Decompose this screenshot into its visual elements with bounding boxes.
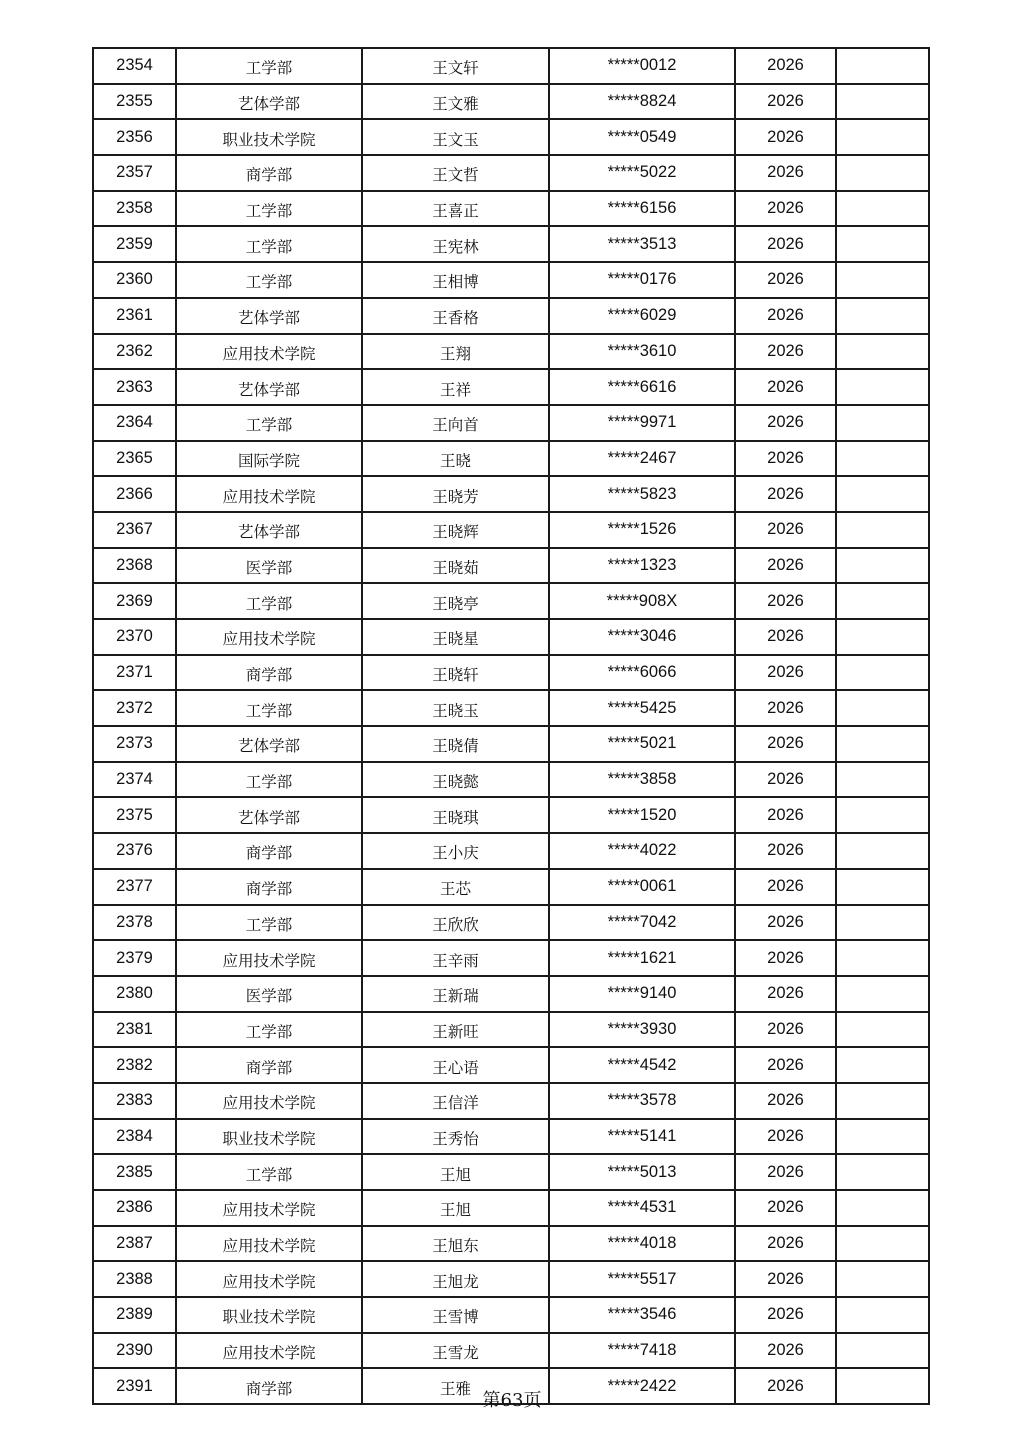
cell-year: 2026 (735, 1083, 836, 1119)
cell-number: 2379 (93, 940, 176, 976)
table-row (93, 48, 929, 84)
cell-department: 工学部 (176, 905, 362, 941)
cell-name: 王雪龙 (362, 1333, 549, 1369)
cell-department: 商学部 (176, 155, 362, 191)
cell-number: 2360 (93, 262, 176, 298)
cell-id: *****4018 (549, 1226, 735, 1262)
cell-name: 王旭龙 (362, 1261, 549, 1297)
cell-id: *****5141 (549, 1119, 735, 1155)
cell-name: 王晓辉 (362, 512, 549, 548)
cell-note (836, 797, 929, 833)
cell-number: 2355 (93, 84, 176, 120)
cell-note (836, 869, 929, 905)
cell-number: 2363 (93, 369, 176, 405)
cell-name: 王信洋 (362, 1083, 549, 1119)
cell-name: 王晓琪 (362, 797, 549, 833)
cell-number: 2382 (93, 1047, 176, 1083)
cell-note (836, 655, 929, 691)
cell-note (836, 940, 929, 976)
cell-id: *****5021 (549, 726, 735, 762)
cell-number: 2391 (93, 1368, 176, 1404)
cell-department: 工学部 (176, 1154, 362, 1190)
cell-id: *****6616 (549, 369, 735, 405)
table-row (93, 655, 929, 691)
cell-note (836, 905, 929, 941)
table-row (93, 690, 929, 726)
table-row (93, 298, 929, 334)
cell-year: 2026 (735, 1119, 836, 1155)
cell-name: 王晓茹 (362, 548, 549, 584)
cell-number: 2378 (93, 905, 176, 941)
cell-year: 2026 (735, 869, 836, 905)
cell-number: 2361 (93, 298, 176, 334)
cell-note (836, 690, 929, 726)
cell-number: 2389 (93, 1297, 176, 1333)
cell-department: 应用技术学院 (176, 476, 362, 512)
cell-number: 2359 (93, 226, 176, 262)
cell-name: 王雅 (362, 1368, 549, 1404)
cell-department: 工学部 (176, 48, 362, 84)
cell-name: 王心语 (362, 1047, 549, 1083)
cell-number: 2387 (93, 1226, 176, 1262)
cell-year: 2026 (735, 655, 836, 691)
cell-id: *****6029 (549, 298, 735, 334)
cell-id: *****1323 (549, 548, 735, 584)
cell-id: *****7042 (549, 905, 735, 941)
cell-year: 2026 (735, 119, 836, 155)
cell-note (836, 191, 929, 227)
cell-year: 2026 (735, 1012, 836, 1048)
cell-note (836, 1261, 929, 1297)
cell-number: 2366 (93, 476, 176, 512)
cell-name: 王晓懿 (362, 762, 549, 798)
cell-department: 应用技术学院 (176, 619, 362, 655)
cell-name: 王晓芳 (362, 476, 549, 512)
cell-department: 艺体学部 (176, 726, 362, 762)
cell-note (836, 1190, 929, 1226)
cell-name: 王香格 (362, 298, 549, 334)
table-row (93, 905, 929, 941)
cell-number: 2367 (93, 512, 176, 548)
cell-note (836, 1333, 929, 1369)
cell-year: 2026 (735, 1261, 836, 1297)
cell-department: 工学部 (176, 762, 362, 798)
table-row (93, 1154, 929, 1190)
cell-year: 2026 (735, 548, 836, 584)
page-number: 第63页 (482, 1390, 542, 1411)
cell-note (836, 976, 929, 1012)
table-row (93, 226, 929, 262)
cell-year: 2026 (735, 976, 836, 1012)
cell-number: 2364 (93, 405, 176, 441)
cell-year: 2026 (735, 405, 836, 441)
cell-name: 王晓 (362, 441, 549, 477)
table-row (93, 119, 929, 155)
cell-number: 2385 (93, 1154, 176, 1190)
cell-name: 王芯 (362, 869, 549, 905)
cell-department: 应用技术学院 (176, 940, 362, 976)
cell-year: 2026 (735, 262, 836, 298)
table-row (93, 726, 929, 762)
cell-id: *****5022 (549, 155, 735, 191)
cell-number: 2368 (93, 548, 176, 584)
cell-department: 应用技术学院 (176, 1261, 362, 1297)
cell-department: 工学部 (176, 405, 362, 441)
cell-note (836, 1226, 929, 1262)
table-row (93, 1333, 929, 1369)
cell-name: 王宪林 (362, 226, 549, 262)
cell-number: 2375 (93, 797, 176, 833)
table-row (93, 548, 929, 584)
cell-number: 2376 (93, 833, 176, 869)
cell-number: 2386 (93, 1190, 176, 1226)
cell-year: 2026 (735, 762, 836, 798)
cell-department: 工学部 (176, 690, 362, 726)
cell-note (836, 726, 929, 762)
table-row (93, 797, 929, 833)
cell-department: 医学部 (176, 976, 362, 1012)
cell-id: *****2467 (549, 441, 735, 477)
cell-department: 医学部 (176, 548, 362, 584)
cell-number: 2390 (93, 1333, 176, 1369)
cell-note (836, 833, 929, 869)
cell-name: 王相博 (362, 262, 549, 298)
cell-note (836, 48, 929, 84)
cell-year: 2026 (735, 441, 836, 477)
cell-note (836, 762, 929, 798)
cell-department: 工学部 (176, 226, 362, 262)
cell-note (836, 119, 929, 155)
cell-id: *****6066 (549, 655, 735, 691)
cell-name: 王新瑞 (362, 976, 549, 1012)
cell-name: 王晓倩 (362, 726, 549, 762)
table-row (93, 976, 929, 1012)
table-row (93, 1261, 929, 1297)
cell-name: 王晓亭 (362, 583, 549, 619)
cell-department: 艺体学部 (176, 512, 362, 548)
cell-department: 工学部 (176, 583, 362, 619)
table-row (93, 476, 929, 512)
cell-department: 工学部 (176, 191, 362, 227)
cell-year: 2026 (735, 940, 836, 976)
cell-year: 2026 (735, 905, 836, 941)
cell-number: 2374 (93, 762, 176, 798)
cell-department: 国际学院 (176, 441, 362, 477)
cell-number: 2369 (93, 583, 176, 619)
cell-number: 2370 (93, 619, 176, 655)
cell-year: 2026 (735, 1190, 836, 1226)
cell-id: *****9971 (549, 405, 735, 441)
cell-year: 2026 (735, 1368, 836, 1404)
cell-id: *****4531 (549, 1190, 735, 1226)
table-row (93, 369, 929, 405)
cell-department: 商学部 (176, 655, 362, 691)
cell-year: 2026 (735, 191, 836, 227)
table-row (93, 155, 929, 191)
cell-name: 王文哲 (362, 155, 549, 191)
cell-department: 职业技术学院 (176, 1119, 362, 1155)
cell-department: 应用技术学院 (176, 334, 362, 370)
table-row (93, 191, 929, 227)
cell-number: 2356 (93, 119, 176, 155)
cell-year: 2026 (735, 1333, 836, 1369)
cell-year: 2026 (735, 369, 836, 405)
cell-name: 王翔 (362, 334, 549, 370)
cell-name: 王欣欣 (362, 905, 549, 941)
cell-id: *****3930 (549, 1012, 735, 1048)
cell-name: 王向首 (362, 405, 549, 441)
cell-note (836, 441, 929, 477)
cell-year: 2026 (735, 1297, 836, 1333)
cell-year: 2026 (735, 298, 836, 334)
cell-id: *****4022 (549, 833, 735, 869)
cell-note (836, 84, 929, 120)
table-row (93, 583, 929, 619)
cell-id: *****4542 (549, 1047, 735, 1083)
cell-id: *****5823 (549, 476, 735, 512)
cell-number: 2372 (93, 690, 176, 726)
cell-id: *****1621 (549, 940, 735, 976)
cell-department: 应用技术学院 (176, 1083, 362, 1119)
cell-id: *****9140 (549, 976, 735, 1012)
table-row (93, 1297, 929, 1333)
cell-number: 2383 (93, 1083, 176, 1119)
cell-number: 2357 (93, 155, 176, 191)
cell-note (836, 1083, 929, 1119)
cell-name: 王雪博 (362, 1297, 549, 1333)
cell-name: 王文玉 (362, 119, 549, 155)
table-row (93, 405, 929, 441)
cell-year: 2026 (735, 583, 836, 619)
cell-department: 工学部 (176, 262, 362, 298)
cell-note (836, 262, 929, 298)
table-row (93, 262, 929, 298)
cell-name: 王文轩 (362, 48, 549, 84)
cell-id: *****1520 (549, 797, 735, 833)
cell-year: 2026 (735, 1047, 836, 1083)
table-row (93, 512, 929, 548)
cell-department: 商学部 (176, 1368, 362, 1404)
cell-department: 商学部 (176, 869, 362, 905)
table-row (93, 1190, 929, 1226)
cell-department: 工学部 (176, 1012, 362, 1048)
cell-id: *****0176 (549, 262, 735, 298)
cell-department: 艺体学部 (176, 84, 362, 120)
cell-note (836, 298, 929, 334)
table-row (93, 869, 929, 905)
cell-name: 王晓轩 (362, 655, 549, 691)
table-row (93, 334, 929, 370)
cell-id: *****3858 (549, 762, 735, 798)
cell-number: 2388 (93, 1261, 176, 1297)
cell-year: 2026 (735, 476, 836, 512)
cell-number: 2373 (93, 726, 176, 762)
cell-number: 2354 (93, 48, 176, 84)
table-row (93, 762, 929, 798)
cell-number: 2365 (93, 441, 176, 477)
cell-number: 2358 (93, 191, 176, 227)
cell-id: *****6156 (549, 191, 735, 227)
table-row (93, 441, 929, 477)
cell-note (836, 1297, 929, 1333)
cell-note (836, 334, 929, 370)
cell-id: *****3046 (549, 619, 735, 655)
cell-note (836, 548, 929, 584)
cell-name: 王秀怡 (362, 1119, 549, 1155)
cell-id: *****8824 (549, 84, 735, 120)
cell-id: *****5517 (549, 1261, 735, 1297)
student-list-table (92, 47, 930, 1405)
cell-number: 2381 (93, 1012, 176, 1048)
table-row (93, 84, 929, 120)
cell-year: 2026 (735, 226, 836, 262)
cell-name: 王新旺 (362, 1012, 549, 1048)
table-row (93, 1047, 929, 1083)
cell-name: 王晓玉 (362, 690, 549, 726)
cell-name: 王旭 (362, 1190, 549, 1226)
cell-note (836, 476, 929, 512)
cell-name: 王晓星 (362, 619, 549, 655)
cell-id: *****0549 (549, 119, 735, 155)
cell-note (836, 1047, 929, 1083)
cell-year: 2026 (735, 690, 836, 726)
cell-id: *****0012 (549, 48, 735, 84)
cell-id: *****1526 (549, 512, 735, 548)
cell-year: 2026 (735, 334, 836, 370)
cell-note (836, 1012, 929, 1048)
cell-department: 职业技术学院 (176, 119, 362, 155)
cell-year: 2026 (735, 833, 836, 869)
cell-department: 应用技术学院 (176, 1333, 362, 1369)
cell-name: 王辛雨 (362, 940, 549, 976)
cell-year: 2026 (735, 797, 836, 833)
cell-department: 艺体学部 (176, 369, 362, 405)
cell-year: 2026 (735, 619, 836, 655)
cell-id: *****0061 (549, 869, 735, 905)
cell-note (836, 226, 929, 262)
cell-number: 2384 (93, 1119, 176, 1155)
cell-id: *****3513 (549, 226, 735, 262)
cell-note (836, 1154, 929, 1190)
cell-id: *****2422 (549, 1368, 735, 1404)
cell-id: *****5013 (549, 1154, 735, 1190)
cell-note (836, 155, 929, 191)
cell-department: 商学部 (176, 833, 362, 869)
cell-year: 2026 (735, 1226, 836, 1262)
cell-department: 应用技术学院 (176, 1190, 362, 1226)
cell-department: 职业技术学院 (176, 1297, 362, 1333)
cell-number: 2380 (93, 976, 176, 1012)
cell-id: *****7418 (549, 1333, 735, 1369)
cell-id: *****3578 (549, 1083, 735, 1119)
cell-id: *****908X (549, 583, 735, 619)
cell-year: 2026 (735, 726, 836, 762)
table-row (93, 1012, 929, 1048)
cell-name: 王旭 (362, 1154, 549, 1190)
cell-name: 王小庆 (362, 833, 549, 869)
cell-year: 2026 (735, 48, 836, 84)
table-body (93, 48, 929, 1404)
cell-department: 艺体学部 (176, 797, 362, 833)
cell-number: 2377 (93, 869, 176, 905)
cell-note (836, 405, 929, 441)
table-row (93, 940, 929, 976)
cell-name: 王旭东 (362, 1226, 549, 1262)
cell-department: 应用技术学院 (176, 1226, 362, 1262)
table-row (93, 619, 929, 655)
cell-note (836, 369, 929, 405)
cell-note (836, 619, 929, 655)
cell-department: 商学部 (176, 1047, 362, 1083)
cell-note (836, 1119, 929, 1155)
table-row (93, 1226, 929, 1262)
cell-number: 2371 (93, 655, 176, 691)
cell-note (836, 583, 929, 619)
table-row (93, 1083, 929, 1119)
cell-note (836, 512, 929, 548)
cell-year: 2026 (735, 84, 836, 120)
cell-id: *****3546 (549, 1297, 735, 1333)
cell-name: 王文雅 (362, 84, 549, 120)
cell-id: *****5425 (549, 690, 735, 726)
cell-year: 2026 (735, 512, 836, 548)
table-row (93, 833, 929, 869)
cell-name: 王祥 (362, 369, 549, 405)
cell-year: 2026 (735, 1154, 836, 1190)
cell-department: 艺体学部 (176, 298, 362, 334)
cell-year: 2026 (735, 155, 836, 191)
cell-number: 2362 (93, 334, 176, 370)
cell-id: *****3610 (549, 334, 735, 370)
table-row (93, 1119, 929, 1155)
cell-name: 王喜正 (362, 191, 549, 227)
